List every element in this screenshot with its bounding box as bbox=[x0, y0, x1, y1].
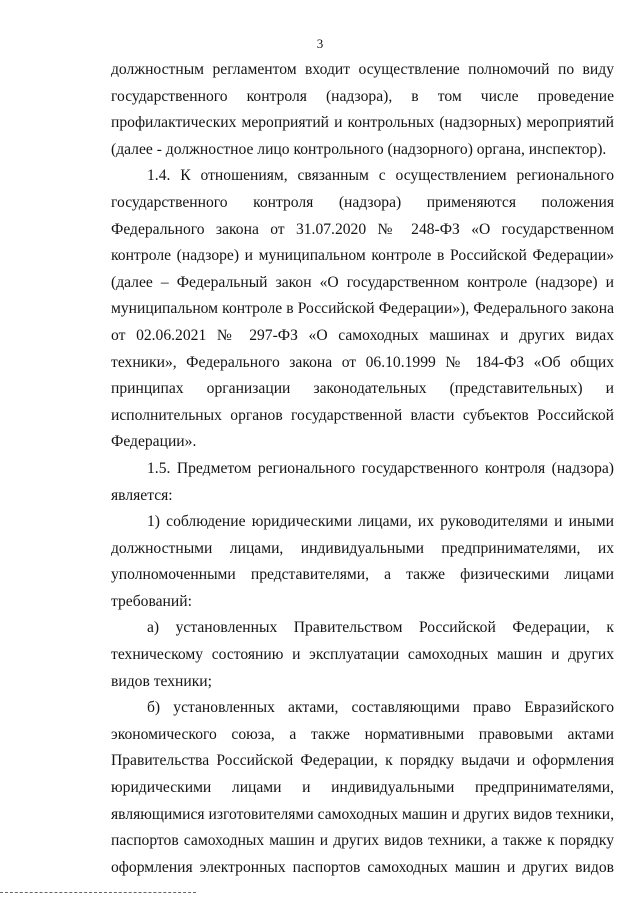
document-body bbox=[111, 57, 614, 881]
paragraph-item-a: а) установленных Правительством Российской Федерации, к техническому состоянию и эксплуатации самоходных машин и других видов техники; bbox=[111, 619, 614, 690]
paragraph-1-5: 1.5. Предметом регионального государственного контроля (надзора) является: bbox=[111, 459, 614, 504]
footer-divider bbox=[0, 892, 196, 893]
paragraph-continuation: должностным регламентом входит осуществление полномочий по виду государственного контроля (надзора), в том числе проведение профилактических мероприятий и контрольных (надзорных) мероприятий (далее - должностное лицо контрольного (надзорного) органа, инспектор). bbox=[111, 61, 614, 158]
paragraph-item-1: 1) соблюдение юридическими лицами, их руководителями и иными должностными лицами, индивидуальными предпринимателями, их уполномоченными представителями, а также физическими лицами требований: bbox=[111, 513, 614, 610]
paragraph-item-b: б) установленных актами, составляющими право Евразийского экономического союза, а также нормативными правовыми актами Правительства Российской Федерации, к порядку выдачи и оформления юридическими лицами и индивидуальными предпринимателями, являющимися изготовителями самоходных машин и других видов техники, паспортов самоходных машин и других видов техники, а также к порядку оформления электронных паспортов самоходных машин и других видов bbox=[111, 699, 614, 876]
paragraph-1-4: 1.4. К отношениям, связанным с осуществлением регионального государственного контроля (надзора) применяются положения Федерального закона от 31.07.2020 № 248-ФЗ «О государственном контроле (надзоре) и муниципальном контроле в Российской Федерации» (далее – Федеральный закон «О государственном контроле (надзоре) и муниципальном контроле в Российской Федерации»), Федерального закона от 02.06.2021 № 297-ФЗ «О самоходных машинах и других видах техники», Федерального закона от 06.10.1999 № 184-ФЗ «Об общих принципах организации законодательных (представительных) и исполнительных органов государственной власти субъектов Российской Федерации». bbox=[111, 167, 614, 451]
page-number: 3 bbox=[316, 36, 324, 51]
